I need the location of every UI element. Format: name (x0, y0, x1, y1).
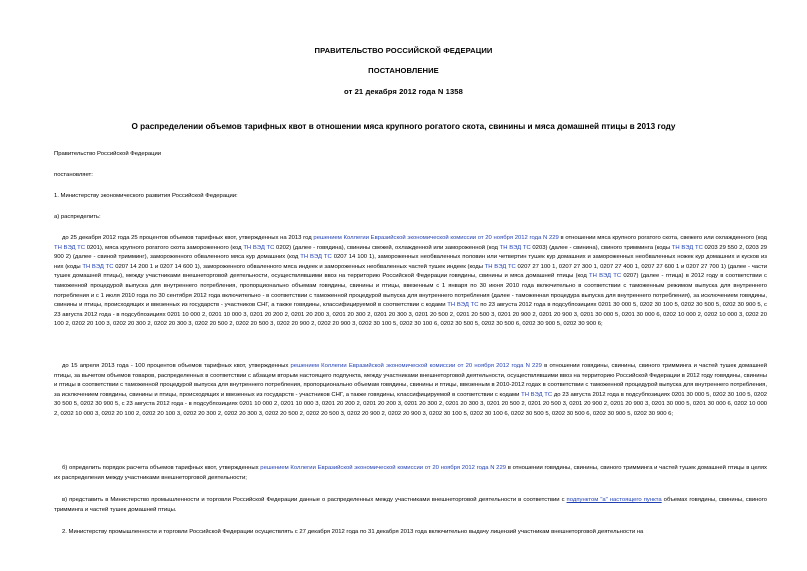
text-run: в отношении мяса крупного рогатого скота, свежего или охлажденного (код (558, 235, 767, 241)
issuer-line: Правительство Российской Федерации (54, 151, 162, 157)
text-run: 2. Министерству промышленности и торговли Российской Федерации осуществлять с 27 декабря 2012 года по 31 декабря 2013 года включительно выдачу лицензий участникам внешнеторговой деятельности на (62, 529, 644, 535)
text-run: 0207 14 100 1), замороженных необваленных половин или четвертин тушек кур домашних и замороженных необваленных ножек кур домашних и кусков из них (коды (54, 254, 767, 270)
text-run: до 23 августа 2012 года в подсубпозициях 0201 30 000 5, 0202 30 100 5, 0202 30 500 5, 0202 30 900 5, с 23 августа 2012 года - в подсубпозициях 0201 10 000 2, 0201 10 000 3, 0201 20 200 2, 0201 20 200 3, 0201 20 300 2, 0201 20 300 3, 0201 20 500 2, 0201 20 500 3, 0201 20 900 2, 0201 20 900 3, 0201 30 000 5, 0201 30 000 6, 0202 10 000 2, 0202 10 000 3, 0202 20 100 2, 0202 20 100 3, 0202 20 300 2, 0202 20 300 3, 0202 20 500 2, 0202 20 500 3, 0202 20 900 2, 0202 20 900 3, 0202 30 100 5, 0202 30 100 6, 0202 30 500 5, 0202 30 500 6, 0202 30 900 5, 0202 30 900 6; (54, 391, 767, 417)
government-header: ПРАВИТЕЛЬСТВО РОССИЙСКОЙ ФЕДЕРАЦИИ (314, 46, 493, 55)
tn-ved-link[interactable]: ТН ВЭД ТС (54, 244, 86, 251)
tn-ved-link[interactable]: ТН ВЭД ТС (589, 273, 622, 280)
tn-ved-link[interactable]: ТН ВЭД ТС (671, 244, 703, 251)
tn-ved-link[interactable]: ТН ВЭД ТС (521, 391, 553, 398)
text-run: 0202) (далее - говядина), свинины свежей, охлажденной или замороженной (код (274, 244, 500, 251)
paragraph-quota-100-percent (54, 362, 767, 420)
text-run: в отношении говядины, свинины, свиного тримминга и частей тушек домашней птицы в целях их распределения между участниками внешнеторговой деятельности; (54, 465, 767, 481)
text-run: 0203) (далее - свинина), свиного тримминга (коды (530, 244, 672, 251)
text-run: 0207) (далее - птица) в 2012 году в соответствии с таможенной процедурой выпуска для внутреннего потребления, пропорционально объемам говядины, свинины и птицы, ввезенным с 1 января по 30 июня 2010 года включительно в соответствии с таможенным режимом выпуска для внутреннего потребления и с 1 июля 2010 года по 30 сентября 2012 года включительно - в соответствии с таможенной процедурой выпуска для внутреннего потребления (далее - таможенная процедура выпуска для внутреннего потребления), за исключением говядины, свинины и птицы, происходящих и ввезенных из государств - участников СНГ, а также говядины, классифицируемой в соответствии с кодами (54, 273, 767, 309)
decision-link[interactable]: решением Коллегии Евразийской экономической комиссии от 20 ноября 2012 года N 229 (260, 465, 507, 471)
tn-ved-link[interactable]: ТН ВЭД ТС (243, 244, 275, 251)
subpoint-a-link[interactable]: подпунктом "а" настоящего пункта (566, 497, 662, 503)
item-1-line: 1. Министерству экономического развития Российской Федерации: (54, 193, 238, 199)
text-run: до 25 декабря 2012 года 25 процентов объемов тарифных квот, утвержденных на 2013 год (62, 235, 314, 241)
text-run: до 15 апреля 2013 года - 100 процентов объемов тарифных квот, утвержденных (62, 363, 291, 369)
text-run: объемах говядины, свинины, свиного тримминга и частей тушек домашней птицы. (54, 497, 767, 513)
item-1a-line: а) распределить: (54, 214, 101, 220)
text-run: по 23 августа 2012 года в подсубпозициях 0201 30 000 5, 0202 30 100 5, 0202 30 500 5, 0202 30 900 5, с 23 августа 2012 года - в подсубпозициях 0201 10 000 2, 0201 10 000 3, 0201 20 200 2, 0201 20 200 3, 0201 20 300 2, 0201 20 300 3, 0201 20 500 2, 0201 20 500 3, 0201 20 900 2, 0201 20 900 3, 0201 30 000 5, 0201 30 000 6, 0202 10 000 2, 0202 10 000 3, 0202 20 100 2, 0202 20 100 3, 0202 20 300 2, 0202 20 300 3, 0202 20 500 2, 0202 20 500 3, 0202 20 900 2, 0202 20 900 3, 0202 30 100 5, 0202 30 100 6, 0202 30 500 5, 0202 30 500 6, 0202 30 900 5, 0202 30 900 6; (54, 302, 767, 328)
paragraph-item-v (54, 496, 767, 515)
tn-ved-link[interactable]: ТН ВЭД ТС (499, 244, 531, 251)
paragraph-quota-25-percent (54, 234, 767, 330)
decision-link[interactable]: решением Коллегии Евразийской экономической комиссии от 20 ноября 2012 года N 229 (290, 363, 542, 369)
decides-line: постановляет: (54, 172, 93, 178)
tn-ved-link[interactable]: ТН ВЭД ТС (447, 302, 479, 309)
document-type: ПОСТАНОВЛЕНИЕ (368, 66, 439, 75)
text-run: в) представить в Министерство промышленности и торговли Российской Федерации данные о распределенных между участниками внешнеторговой деятельности в соответствии с (62, 497, 567, 503)
text-run: б) определить порядок расчета объемов тарифных квот, утвержденных (62, 465, 261, 471)
text-run: 0203 29 550 2, 0203 29 900 2) (далее - свиной тримминг), замороженного обваленного мяса кур домашних (код (54, 244, 768, 261)
tn-ved-link[interactable]: ТН ВЭД ТС (484, 263, 516, 270)
document-title: О распределении объемов тарифных квот в отношении мяса крупного рогатого скота, свинины и мяса домашней птицы в 2013 году (131, 122, 676, 131)
text-run: в отношении говядины, свинины, свиного тримминга и частей тушек домашней птицы, за вычетом объемов товаров, распределенных в соответствии с абзацем вторым настоящего подпункта, между участниками внешнеторговой деятельности, осуществлявшими ввоз на территорию Российской Федерации в 2012 году говядины, свинины и птицы в соответствии с таможенной процедурой выпуска для внутреннего потребления, пропорционально объемам говядины, свинины и птицы, ввезенным в 2010-2012 годах в соответствии с таможенной процедурой выпуска для внутреннего потребления, за исключением говядины, свинины и птицы, происходящих и ввезенных из государств - участников СНГ, а также говядины, классифицируемой в соответствии с кодами (54, 363, 767, 398)
paragraph-item-b (54, 464, 767, 483)
tn-ved-link[interactable]: ТН ВЭД ТС (300, 254, 332, 261)
document-date-number: от 21 декабря 2012 года N 1358 (344, 87, 463, 96)
paragraph-item-2 (54, 528, 767, 538)
decision-link[interactable]: решением Коллегии Евразийской экономической комиссии от 20 ноября 2012 года N 229 (313, 235, 559, 241)
text-run: 0207 27 100 1, 0207 27 300 1, 0207 27 400 1, 0207 27 600 1 и 0207 27 700 1) (далее - части тушек домашней птицы), между участниками внешнеторговой деятельности, осуществлявшими ввоз на территорию Российской Федерации говядины, свинины и мяса домашней птицы (код (54, 263, 767, 280)
text-run: 0201), мяса крупного рогатого скота замороженного (код (85, 244, 244, 251)
text-run: 0207 14 200 1 и 0207 14 600 1), замороженного обваленного мяса индеек и замороженных необваленных частей тушек индеек (коды (113, 263, 485, 270)
tn-ved-link[interactable]: ТН ВЭД ТС (82, 263, 114, 270)
